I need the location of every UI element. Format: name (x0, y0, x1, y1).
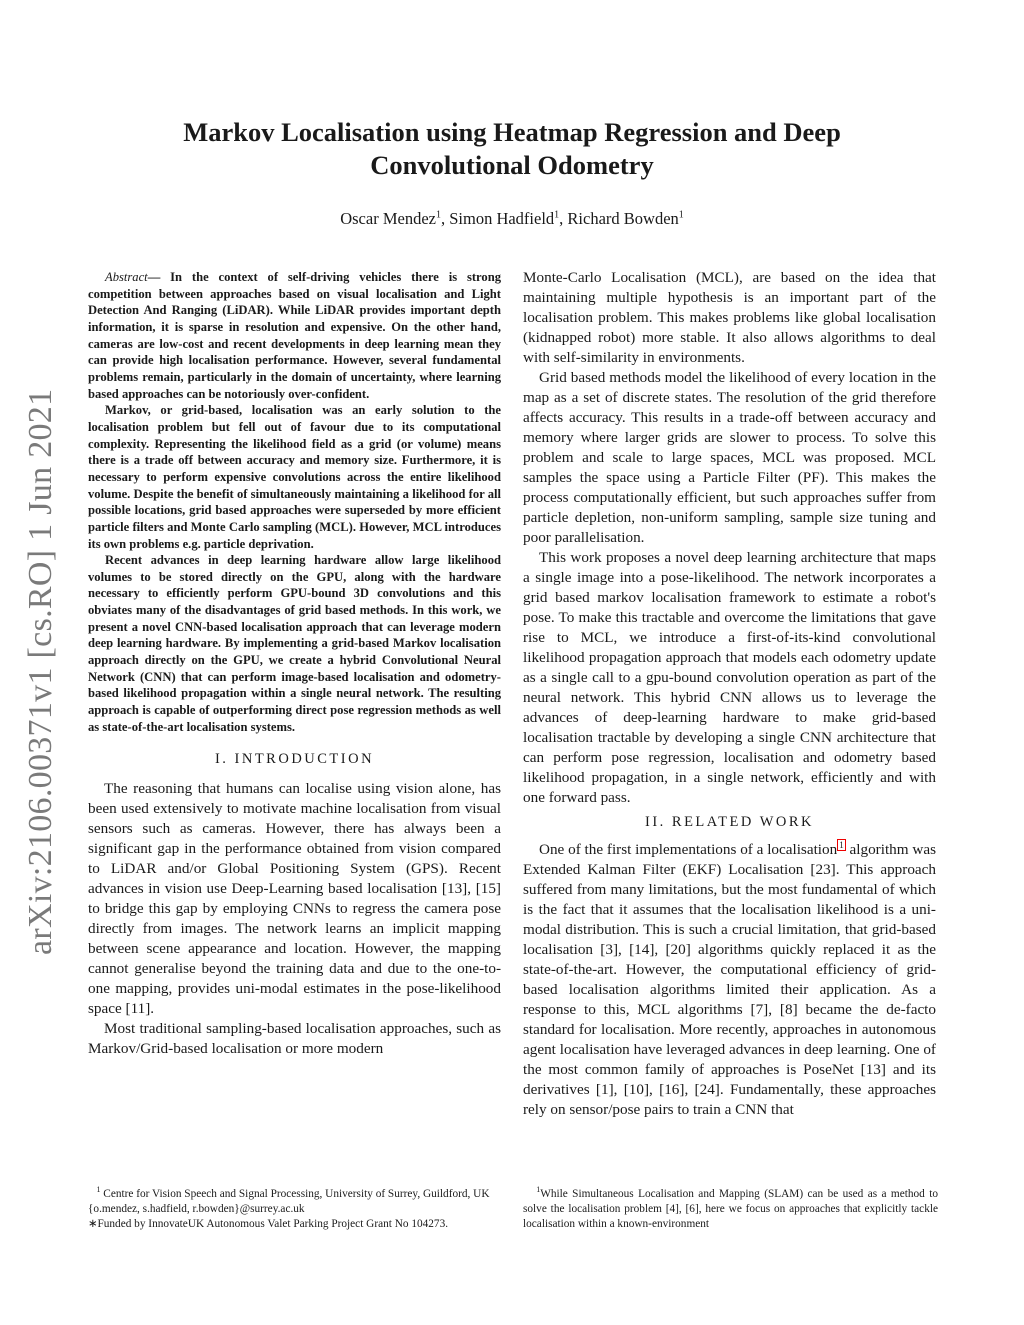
footnote: $^1$ Centre for Vision Speech and Signal Processing, University of Surrey, Guildford, UK {o.mendez, s.hadfield, r.bowden}@surrey.ac.uk (88, 1185, 490, 1215)
right-column (523, 268, 936, 1120)
author: Simon Hadfield$^1$ (449, 209, 560, 228)
footnotes-right: $^1$While Simultaneous Localisation and Mapping (SLAM) can be used as a method to solve the localisation problem [4], [6], here we focus on approaches that explicitly tackle localisation within a known-environment (523, 1185, 938, 1230)
arxiv-stamp: arXiv:2106.00371v1 [cs.RO] 1 Jun 2021 (22, 388, 59, 955)
author: Oscar Mendez$^1$ (340, 209, 441, 228)
author-list: Oscar Mendez$^1$, Simon Hadfield$^1$, Richard Bowden$^1$ (340, 209, 684, 228)
body-paragraph: The reasoning that humans can localise using vision alone, has been used extensively to motivate machine localisation from visual sensors such as cameras. However, there has always been a significant gap in the performance obtained from vision compared to LiDAR and/or Global Positioning System (GPS). Recent advances in vision use Deep-Learning based localisation [13], [15] to bridge this gap by employing CNNs to regress the camera pose directly from images. The network learns an implicit mapping between scene appearance and location. However, the mapping cannot generalise beyond the training data and due to the one-to-one mapping, provides uni-modal estimates in the pose-likelihood space [11]. (88, 780, 501, 1018)
body-paragraph: This work proposes a novel deep learning architecture that maps a single image into a pose-likelihood. The network incorporates a grid based markov localisation framework to estimate a robot's pose. To make this tractable and overcome the limitations that gave rise to MCL, we introduce a first-of-its-kind convolutional likelihood propagation approach that models each odometry update as a single call to a gpu-bound convolution operation as part of the neural network. This hybrid CNN allows us to leverage the advances of deep-learning hardware to make grid-based localisation tractable by developing a single CNN architecture that can perform pose regression, localisation and odometry based likelihood propagation, in a single network, efficiently and with one forward pass. (523, 549, 936, 806)
left-column (88, 269, 501, 1059)
body-paragraph: Most traditional sampling-based localisation approaches, such as Markov/Grid-based localisation or more modern (88, 1020, 501, 1058)
abstract-paragraph: Recent advances in deep learning hardware allow large likelihood volumes to be stored directly on the GPU, along with the hardware necessary to efficiently perform GPU-bound 3D convolutions and this obviates many of the disadvantages of grid based methods. In this work, we present a novel CNN-based localisation approach that can leverage modern deep learning hardware. By implementing a grid-based Markov localisation approach directly on the GPU, we create a hybrid Convolutional Neural Network (CNN) that can perform image-based localisation and odometry-based likelihood propagation within a single neural network. The resulting approach is capable of outperforming direct pose regression methods as well as state-of-the-art localisation systems. (88, 553, 501, 734)
body-paragraph: One of the first implementations of a localisation $^1$ algorithm was Extended Kalman Filter (EKF) Localisation [23]. This approach suffered from many limitations, but the most fundamental of which is the fact that it assumes that the localisation likelihood is a uni-modal distribution. This is such a crucial limitation, that grid-based localisation [3], [14], [20] algorithms quickly replaced it as the state-of-the-art. However, the computational efficiency of grid-based localisation algorithms limited their application. As a response to this, MCL algorithms [7], [8] became the de-facto standard for localisation. More recently, approaches in autonomous agent localisation have leveraged advances in deep learning. One of the most common family of approaches is PoseNet [13] and its derivatives [1], [10], [16], [24]. Fundamentally, these approaches rely on sensor/pose pairs to train a CNN that (523, 839, 936, 1118)
abstract-paragraph: Markov, or grid-based, localisation was an early solution to the localisation problem but fell out of favour due to its computational complexity. Representing the likelihood field as a grid (or volume) means there is a trade off between accuracy and memory size. Furthermore, it is necessary to perform expensive convolutions across the entire likelihood volume. Despite the benefit of simultaneously maintaining a likelihood for all possible locations, grid based approaches were superseded by more efficient particle filters and Monte Carlo sampling (MCL). However, MCL introduces its own problems e.g. particle deprivation. (88, 403, 501, 551)
abstract-paragraph: Abstract— In the context of self-driving vehicles there is strong competition between approaches based on visual localisation and Light Detection And Ranging (LiDAR). While LiDAR provides important depth information, it is sparse in resolution and expensive. On the other hand, cameras are low-cost and recent developments in deep learning mean they can provide high localisation performance. However, several fundamental problems remain, particularly in the domain of uncertainty, where learning based approaches can be notoriously over-confident. (88, 270, 502, 401)
section-heading-introduction: I. INTRODUCTION (214, 751, 375, 768)
abstract (88, 269, 501, 735)
section-heading-related-work: II. RELATED WORK (644, 814, 814, 830)
body-paragraph: Monte-Carlo Localisation (MCL), are based on the idea that maintaining multiple hypothesis is an important part of the localisation problem. This makes problems like global localisation (kidnapped robot) more stable. It also allows algorithms to deal with self-similarity in environments. (523, 269, 936, 366)
abstract-label: Abstract (105, 270, 148, 284)
author: Richard Bowden$^1$ (567, 209, 684, 228)
paper-title (100, 116, 924, 182)
footnote: While Simultaneous Localisation and Mapping (SLAM) can be used as a method to solve the localisation problem [4], [6], here we focus on approaches that explicitly tackle localisation within a known-environment (523, 1187, 938, 1230)
footnotes-left (88, 1182, 508, 1232)
title-line: Convolutional Odometry (370, 150, 654, 180)
footnote-link[interactable]: 1 (839, 839, 844, 850)
footnote: ∗Funded by InnovateUK Autonomous Valet Parking Project Grant No 104273. (88, 1217, 449, 1230)
title-line: Markov Localisation using Heatmap Regression and Deep (183, 117, 841, 147)
introduction-body (88, 779, 501, 1059)
body-paragraph: Grid based methods model the likelihood of every location in the map as a set of discrete states. The resolution of the grid therefore affects accuracy. This results in a trade-off between accuracy and memory where larger grids are slower to process. To solve this problem and scale to large spaces, MCL was proposed. MCL samples the space using a Particle Filter (PF). This makes the process computationally efficient, but such approaches suffer from particle depletion, non-uniform sampling, sample size tuning and poor parallelisation. (523, 369, 936, 546)
